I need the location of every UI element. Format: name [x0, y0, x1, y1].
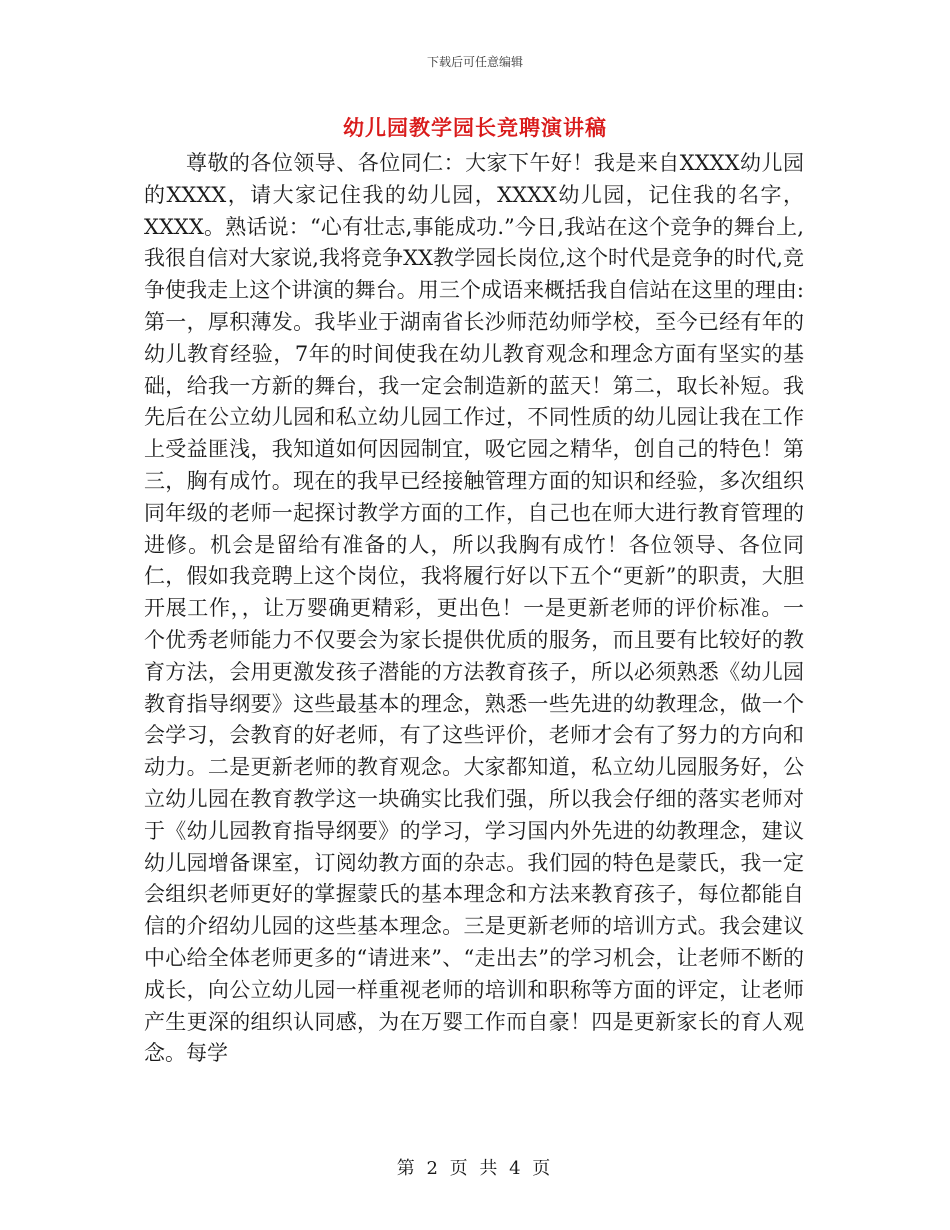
body-paragraph: 尊敬的各位领导、各位同仁：大家下午好！我是来自XXXX幼儿园的XXXX，请大家记住我的幼儿园，XXXX幼儿园，记住我的名字，XXXX。熟话说：“心有壮志,事能成功.”今日,我站在这个竞争的舞台上,我很自信对大家说,我将竞争XX教学园长岗位,这个时代是竞争的时代,竞争使我走上这个讲演的舞台。用三个成语来概括我自信站在这里的理由:第一，厚积薄发。我毕业于湖南省长沙师范幼师学校，至今已经有年的幼儿教育经验，7年的时间使我在幼儿教育观念和理念方面有坚实的基础，给我一方新的舞台，我一定会制造新的蓝天！第二，取长补短。我先后在公立幼儿园和私立幼儿园工作过，不同性质的幼儿园让我在工作上受益匪浅，我知道如何因园制宜，吸它园之精华，创自己的特色！第三，胸有成竹。现在的我早已经接触管理方面的知识和经验，多次组织同年级的老师一起探讨教学方面的工作，自己也在师大进行教育管理的进修。机会是留给有准备的人，所以我胸有成竹！各位领导、各位同仁，假如我竞聘上这个岗位，我将履行好以下五个“更新”的职责，大胆开展工作，，让万婴确更精彩，更出色！一是更新老师的评价标准。一个优秀老师能力不仅要会为家长提供优质的服务，而且要有比较好的教育方法，会用更激发孩子潜能的方法教育孩子，所以必须熟悉《幼儿园教育指导纲要》这些最基本的理念，熟悉一些先进的幼教理念，做一个会学习，会教育的好老师，有了这些评价，老师才会有了努力的方向和动力。二是更新老师的教育观念。大家都知道，私立幼儿园服务好，公立幼儿园在教育教学这一块确实比我们强，所以我会仔细的落实老师对于《幼儿园教育指导纲要》的学习，学习国内外先进的幼教理念，建议幼儿园增备课室，订阅幼教方面的杂志。我们园的特色是蒙氏，我一定会组织老师更好的掌握蒙氏的基本理念和方法来教育孩子，每位都能自信的介绍幼儿园的这些基本理念。三是更新老师的培训方式。我会建议中心给全体老师更多的“请进来”、“走出去”的学习机会，让老师不断的成长，向公立幼儿园一样重视老师的培训和职称等方面的评定，让老师产生更深的组织认同感，为在万婴工作而自豪！四是更新家长的育人观念。每学: [144, 151, 804, 1066]
document-title: 幼儿园教学园长竞聘演讲稿: [343, 116, 607, 140]
page-header-note: 下载后可任意编辑: [426, 55, 523, 69]
page-number-footer: 第 2 页 共 4 页: [396, 1158, 554, 1179]
